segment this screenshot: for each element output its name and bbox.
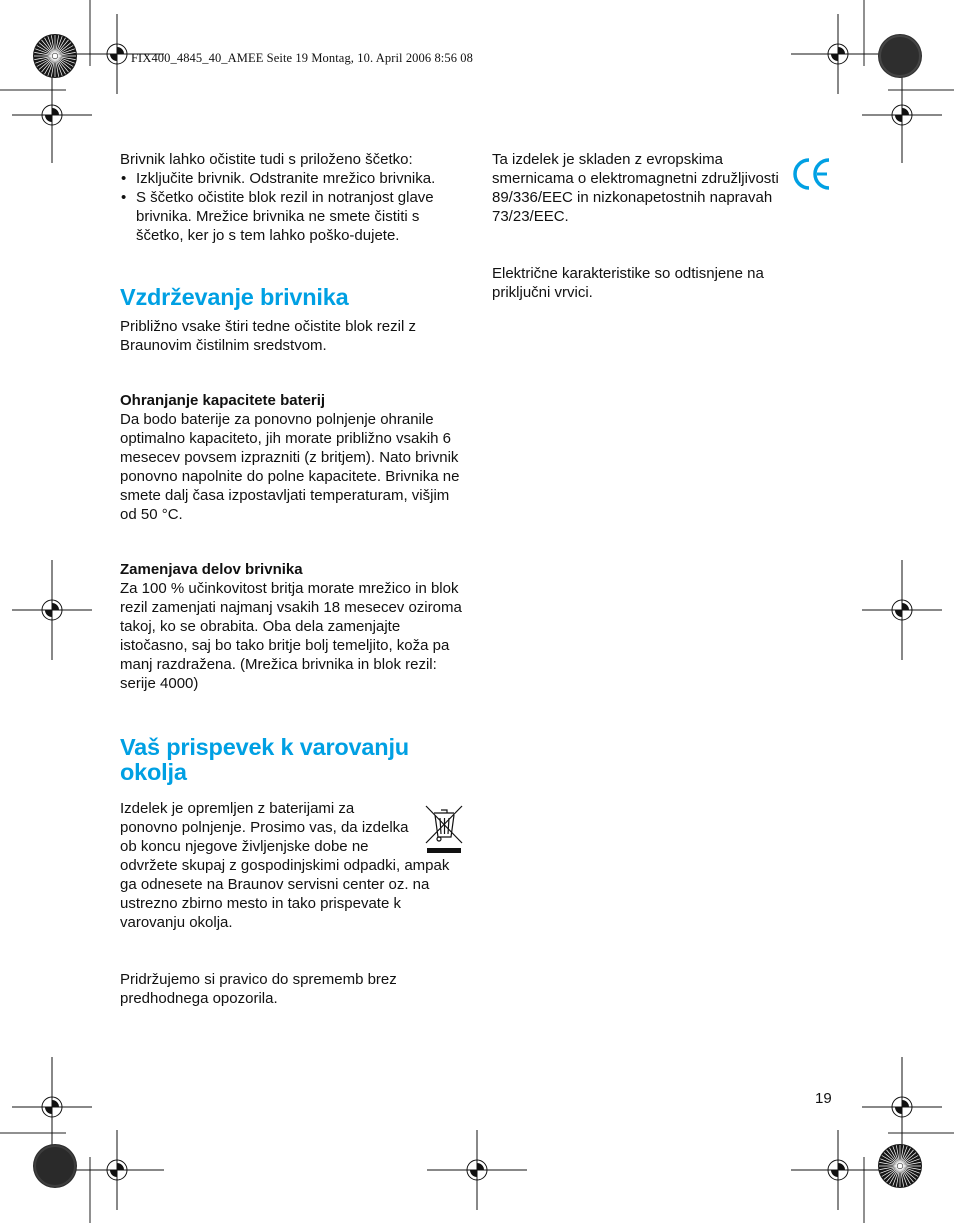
print-slug: FIX400_4845_40_AMEE Seite 19 Montag, 10. April 2006 8:56 08 <box>131 51 474 65</box>
color-registration-wheel-icon <box>32 33 78 79</box>
registration-mark-icon <box>52 1107 53 1108</box>
subheading-battery: Ohranjanje kapacitete baterij <box>120 392 326 409</box>
registration-mark-icon <box>902 610 903 611</box>
heading-maintenance: Vzdrževanje brivnika <box>120 284 349 310</box>
registration-mark-icon <box>477 1170 478 1171</box>
registration-mark-icon <box>52 115 53 116</box>
registration-mark-icon <box>117 54 118 55</box>
right-column <box>492 150 812 302</box>
registration-mark-icon <box>117 1170 118 1171</box>
registration-mark-icon <box>52 610 53 611</box>
registration-mark-icon <box>902 115 903 116</box>
ce-mark-icon <box>792 157 832 191</box>
left-column <box>120 150 465 1008</box>
color-registration-wheel-icon <box>877 33 923 79</box>
registration-mark-icon <box>838 1170 839 1171</box>
battery-text: Da bodo baterije za ponovno polnjenje ohranile optimalno kapaciteto, jih morate približno vsakih 6 mesecev povsem izprazniti (z britjem). Nato brivnik ponovno napolnite do polne kapacitete. Brivnika ne smete dalj časa izpostavljati temperaturam, višjim od 50 °C. <box>120 411 460 523</box>
parts-text: Za 100 % učinkovitost britja morate mrežico in blok rezil zamenjati najmanj vsakih 18 mesecev oziroma takoj, ko se obrabita. Oba dela zamenjajte istočasno, saj bo tako britje bolj temeljito, koža pa manj razdražena. (Mrežica brivnika in blok rezil: serije 4000) <box>120 580 462 692</box>
crossed-out-wheelie-bin-icon <box>423 803 465 855</box>
ce-conformity-block <box>492 150 812 226</box>
environment-block <box>120 799 465 932</box>
color-registration-wheel-icon <box>877 1143 923 1189</box>
registration-mark-icon <box>902 1107 903 1108</box>
disclaimer: Pridržujemo si pravico do sprememb brez predhodnega opozorila. <box>120 971 397 1007</box>
cleaning-intro: Brivnik lahko očistite tudi s priloženo ščetko: <box>120 151 413 168</box>
cleaning-steps <box>120 169 465 245</box>
heading-environment: Vaš prispevek k varovanju okolja <box>120 734 409 785</box>
environment-text: Izdelek je opremljen z baterijami za ponovno polnjenje. Prosimo vas, da izdelka ob koncu njegove življenjske dobe ne odvržete skupaj z gospodinjskimi odpadki, ampak ga odnesete na Braunov servisni center oz. na ustrezno zbirno mesto in tako prispevate k varovanju okolja. <box>120 800 450 931</box>
list-item: • Izklјučite brivnik. Odstranite mrežico brivnika. <box>120 169 465 188</box>
registration-mark-icon <box>838 54 839 55</box>
subheading-parts: Zamenjava delov brivnika <box>120 561 303 578</box>
maintenance-text: Približno vsake štiri tedne očistite blok rezil z Braunovim čistilnim sredstvom. <box>120 318 416 354</box>
color-registration-wheel-icon <box>32 1143 78 1189</box>
electrical-text: Električne karakteristike so odtisnjene na priključni vrvici. <box>492 265 764 301</box>
list-item: • S ščetko očistite blok rezil in notranjost glave brivnika. Mrežice brivnika ne smete čistiti s ščetko, ker jo s tem lahko poško-dujete. <box>120 188 465 245</box>
ce-conformity-text: Ta izdelek je skladen z evropskima smernicama o elektromagnetni združljivosti 89/336/EEC in nizkonapetostnih napravah 73/23/EEC. <box>492 151 779 225</box>
page-number: 19 <box>815 1090 832 1107</box>
